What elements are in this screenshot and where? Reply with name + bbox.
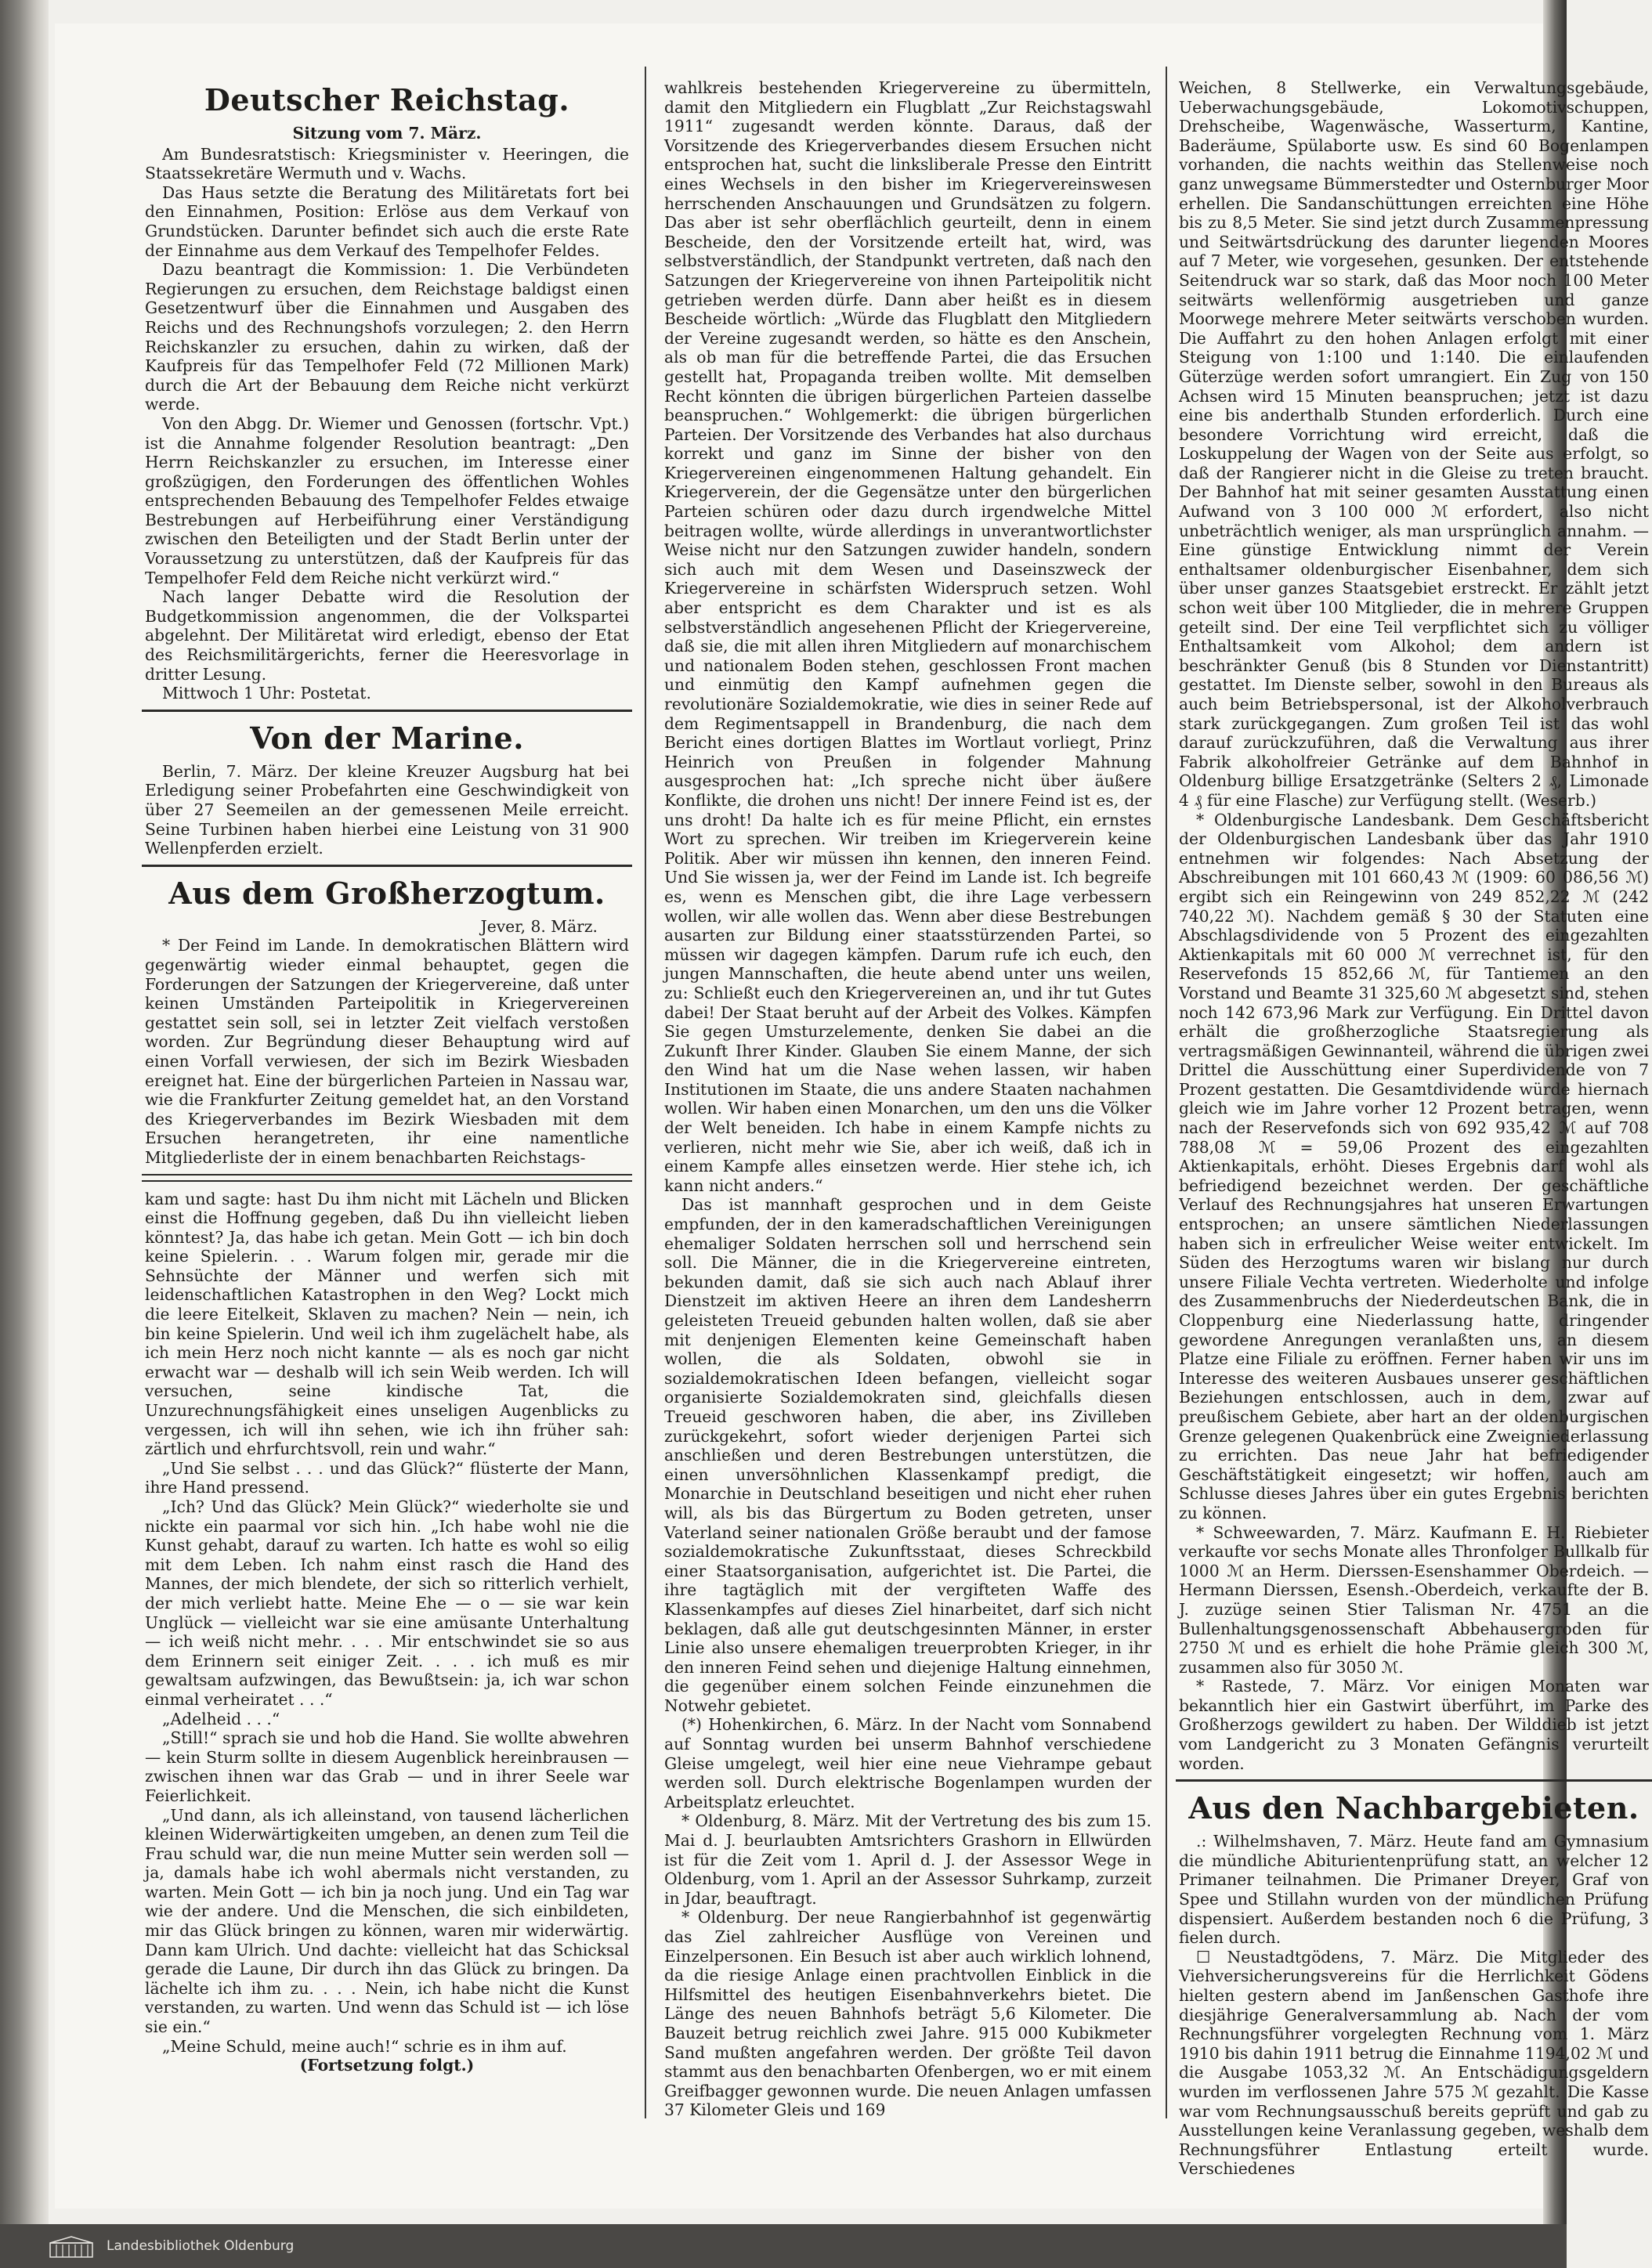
section-divider: [142, 865, 632, 867]
novel-paragraph: „Ich? Und das Glück? Mein Glück?“ wiederholte sie und nickte ein paarmal vor sich hin. „Ich habe wohl nie die Kunst gehabt, darauf zu warten. Ich hatte es wohl so eilig mit dem Leben. Ich nahm einst rasch die Hand des Mannes, der mich blendete, der sich so ritterlich verhielt, der mich verliebt hatte. Meine Ehe — o — sie war kein Unglück — vielleicht war sie eine amüsante Unterhaltung — ich weiß nicht mehr. . . . Mir entschwindet sie so aus dem Erinnern seit einiger Zeit. . . . ich muß es mir gewaltsam aufzwingen, das Bewußtsein: ja, ich war schon einmal verheiratet . . .“: [145, 1497, 629, 1709]
column-rule: [1166, 67, 1167, 2118]
news-item-wilhelmshaven: .: Wilhelmshaven, 7. März. Heute fand am Gymnasium die mündliche Abiturientenprüfung statt, an welcher 12 Primaner teilnahmen. Die Primaner Dreyer, Graf von Spee und Stillahn wurden von der mündlichen Prüfung dispensiert. Außerdem bestanden noch 6 die Prüfung, 3 fielen durch.: [1179, 1832, 1649, 1948]
scan-edge-left: [0, 0, 49, 2224]
novel-paragraph: „Meine Schuld, meine auch!“ schrie es in ihm auf.: [162, 2036, 567, 2056]
news-item-neustadtgoedens: ☐ Neustadtgödens, 7. März. Die Mitglieder des Viehversicherungsvereins für die Herrlichkeit Gödens hielten gestern abend im Janßenschen Gasthofe ihre diesjährige Generalversammlung ab. Nach der vom Rechnungsführer vorgelegten Rechnung vom 1. März 1910 bis dahin 1911 betrug die Einnahme 1194,02 ℳ und die Ausgabe 1053,32 ℳ. An Entschädigungsgeldern wurden im verflossenen Jahre 575 ℳ gezahlt. Die Kasse war vom Rechnungsausschuß bereits geprüft und gab zu Ausstellungen keine Veranlassung gegeben, weshalb dem Rechnungsführer Entlastung erteilt wurde. Verschiedenes: [1179, 1947, 1649, 2179]
article-paragraph: Von den Abgg. Dr. Wiemer und Genossen (fortschr. Vpt.) ist die Annahme folgender Resolution beantragt: „Den Herrn Reichskanzler zu ersuchen, im Interesse einer großzügigen, den Forderungen des öffentlichen Wohles entsprechenden Bebauung des Tempelhofer Feldes etwaige Bestrebungen auf Herbeiführung einer Verständigung zwischen den Beteiligten und der Stadt Berlin unter der Voraussetzung zu unterstützen, daß der Kaufpreis für das Tempelhofer Feld dem Reiche nicht verkürzt wird.“: [145, 414, 629, 587]
news-item-schweewarden: * Schweewarden, 7. März. Kaufmann E. H. Riebieter verkaufte vor sechs Monate alles Thronfolger Bullkalb für 1000 ℳ an Herm. Dierssen-Esenshammer Oberdeich. — Hermann Dierssen, Esensh.-Oberdeich, verkaufte der B. J. zuzüge seinen Stier Talisman Nr. 4751 an die Bullenhaltungsgenossenschaft Abbehausergroden für 2750 ℳ und es erhielt die hohe Prämie gleich 300 ℳ, zusammen also für 3050 ℳ.: [1179, 1522, 1649, 1677]
article-paragraph: Berlin, 7. März. Der kleine Kreuzer Augsburg hat bei Erledigung seiner Probefahrten eine Geschwindigkeit von über 27 Seemeilen an der gemessenen Meile erreicht. Seine Turbinen haben hierbei eine Leistung von 31 900 Wellenpferden erzielt.: [145, 761, 629, 858]
continuation-note: (Fortsetzung folgt.): [299, 2056, 475, 2075]
column-rule: [645, 67, 646, 2118]
column-2: [664, 78, 1151, 2185]
novel-paragraph: kam und sagte: hast Du ihm nicht mit Lächeln und Blicken einst die Hoffnung gegeben, daß Du ihn vielleicht lieben könntest? Ja, das habe ich getan. Mein Gott — ich bin doch keine Spielerin. . . Warum folgen mir, gerade mir die Sehnsüchte der Männer und werfen sich mit leidenschaftlichen Katastrophen in den Weg? Lockt mich die leere Eitelkeit, Sklaven zu machen? Nein — nein, ich bin keine Spielerin. Und weil ich ihm zugelächelt habe, als ich mein Herz noch nicht kannte — als es noch gar nicht erwacht war — deshalb will ich sein Weib werden. Ich will versuchen, seine kindische Tat, die Unzurechnungsfähigkeit eines unseligen Augenblicks zu vergessen, ich will ihn sehen, wie ich ihn früher sah: zärtlich und ehrfurchtsvoll, rein und wahr.“: [145, 1189, 629, 1459]
article-paragraph: wahlkreis bestehenden Kriegervereine zu übermitteln, damit den Mitgliedern ein Flugblatt „Zur Reichstagswahl 1911“ zugesandt werden könnte. Daraus, daß der Vorsitzende des Kriegerverbandes diesem Ersuchen nicht entsprochen hat, sucht die linksliberale Presse den Eintritt eines Wechsels in den bisher im Kriegervereinswesen herrschenden Anschauungen und Grundsätzen zu folgern. Das aber ist sehr oberflächlich geurteilt, denn in einem Bescheide, den der Vorsitzende erteilt hat, wird, was selbstverständlich, der Standpunkt vertreten, daß nach den Satzungen der Kriegervereine von ihnen Parteipolitik nicht getrieben werden dürfe. Dann aber heißt es in diesem Bescheide wörtlich: „Würde das Flugblatt den Mitgliedern der Vereine zugesandt werden, so hätte es den Anschein, als ob man für die betreffende Partei, die das Ersuchen gestellt hat, Propaganda treiben wollte. Mit demselben Recht könnten die übrigen bürgerlichen Parteien dasselbe beanspruchen.“ Wohlgemerkt: die übrigen bürgerlichen Parteien. Der Vorsitzende des Verbandes hat also durchaus korrekt und ganz im Sinne der bisher von den Kriegervereinen eingenommenen Haltung gehandelt. Ein Kriegerverein, der die Gegensätze unter den bürgerlichen Parteien schüren oder dazu durch irgendwelche Mittel beitragen wollte, würde allerdings in unverantwortlichster Weise nicht nur den Satzungen zuwider handeln, sondern sich auch mit dem Wesen und Daseinszweck der Kriegervereine in schärfsten Widerspruch setzen. Wohl aber entspricht es dem Charakter und ist es als selbstverständlich angesehenen Pflicht der Kriegervereine, daß sie, die mit allen ihren Mitgliedern auf monarchischem und nationalem Boden stehen, geschlossen Front machen und einmütig den Kampf aufnehmen gegen die revolutionäre Sozialdemokratie, wie dies in seiner Rede auf dem Regimentsappell in Brandenburg, die nach dem Bericht eines dortigen Blattes im Wortlaut vorliegt, Prinz Heinrich von Preußen in folgender Mahnung ausgesprochen hat: „Ich spreche nicht über äußere Konflikte, die drohen uns nicht! Der innere Feind ist es, der uns droht! Da halte ich es für meine Pflicht, ein ernstes Wort zu sprechen. Wir treiben im Kriegerverein keine Politik. Aber wir müssen ihn kennen, den inneren Feind. Und Sie wissen ja, wer der Feind im Lande ist. Ich begreife es, wenn es Menschen gibt, die ihre Lage verbessern wollen, wir alle wollen das. Wenn aber diese Bestrebungen ausarten zur Bildung einer staatsstürzenden Partei, so müssen wir dagegen kämpfen. Darum rufe ich euch, den jungen Mannschaften, die heute abend unter uns weilen, zu: Schließt euch den Kriegervereinen an, und ihr tut Gutes dabei! Der Staat beruht auf der Arbeit des Volkes. Kämpfen Sie gegen Umsturzelemente, denken Sie dabei an die Zukunft Ihrer Kinder. Glauben Sie einem Manne, der sich den Wind hat um die Nase wehen lassen, wir haben Institutionen im Staate, die uns andere Staaten nachahmen wollen. Wir haben einen Monarchen, um den uns die Völker der Welt beneiden. Ich habe in einem Kampfe nichts zu verlieren, nicht mehr wie Sie, aber ich weiß, daß ich in einem Kampfe alles einsetzen werde. Hier stehe ich, ich kann nicht anders.“: [664, 78, 1151, 1195]
article-paragraph: Weichen, 8 Stellwerke, ein Verwaltungsgebäude, Ueberwachungsgebäude, Lokomotivschuppen, Drehscheibe, Wagenwäsche, Wasserturm, Kantine, Baderäume, Spülaborte usw. Es sind 60 Bogenlampen vorhanden, die nachts weithin das Stellenweise noch ganz unwegsame Bümmerstedter und Osternburger Moor erhellen. Die Sandanschüttungen erreichten eine Höhe bis zu 8,5 Meter. Sie sind jetzt durch Zusammenpressung und Seitwärtsdrückung des darunter liegenden Moores auf 7 Meter, wie vorgesehen, gesunken. Der entstehende Seitendruck war so stark, daß das Moor noch 100 Meter seitwärts wellenförmig ausgetrieben und ganze Moorwege mehrere Meter seitwärts verschoben wurden. Die Auffahrt zu den hohen Anlagen erfolgt mit einer Steigung von 1:100 und 1:140. Die einlaufenden Güterzüge werden sofort umrangiert. Ein Zug von 150 Achsen wird 15 Minuten beanspruchen; jetzt ist dazu eine bis anderthalb Stunden erforderlich. Durch eine besondere Vorrichtung wird erreicht, daß die Loskuppelung der Wagen von der Seite aus erfolgt, so daß der Rangierer nicht in die Gleise zu treten braucht. Der Bahnhof hat mit seiner gesamten Ausstattung einen Aufwand von 3 100 000 ℳ erfordert, also nicht unbeträchtlich weniger, als man ursprünglich annahm. — Eine günstige Entwicklung nimmt der Verein enthaltsamer oldenburgischer Eisenbahner, dem sich über unser ganzes Staatsgebiet erstreckt. Er zählt jetzt schon weit über 100 Mitglieder, die in mehrere Gruppen geteilt sind. Der eine Teil verpflichtet sich zu völliger Enthaltsamkeit vom Alkohol; dem andern ist beschränkter Genuß (bis 8 Stunden vor Dienstantritt) gestattet. Im Dienste selber, sowohl in den Bureaus als auch beim Betriebspersonal, ist der Alkoholverbrauch stark zurückgegangen. Zum großen Teil ist das wohl darauf zurückzuführen, daß die Verwaltung aus ihrer Fabrik alkoholfreier Getränke auf dem Bahnhof in Oldenburg billige Ersatzgetränke (Selters 2 ₰, Limonade 4 ₰ für eine Flasche) zur Verfügung stellt. (Weserb.): [1179, 78, 1649, 810]
newspaper-page: [55, 23, 1649, 2208]
news-item-oldenburg: * Oldenburg, 8. März. Mit der Vertretung des bis zum 15. Mai d. J. beurlaubten Amtsrichters Grashorn in Ellwürden ist für die Zeit vom 1. April d. J. der Assessor Wege in Oldenburg, vom 1. April an der Assessor Suhrkamp, zurzeit in Jdar, beauftragt.: [664, 1811, 1151, 1908]
headline-reichstag: Deutscher Reichstag.: [204, 82, 570, 117]
article-paragraph: Dazu beantragt die Kommission: 1. Die Verbündeten Regierungen zu ersuchen, dem Reichstage baldigst einen Gesetzentwurf über die Einnahmen und Ausgaben des Reichs und des Rechnungshofs vorzulegen; 2. den Herrn Reichskanzler zu ersuchen, dahin zu wirken, daß der Kaufpreis für das Tempelhofer Feld (72 Millionen Mark) durch die Art der Bebauung dem Reiche nicht verkürzt werde.: [145, 260, 629, 414]
news-item-landesbank: * Oldenburgische Landesbank. Dem Geschäftsbericht der Oldenburgischen Landesbank über das Jahr 1910 entnehmen wir folgendes: Nach Absetzung der Abschreibungen mit 101 660,43 ℳ (1909: 60 086,56 ℳ) ergibt sich ein Reingewinn von 249 852,22 ℳ (242 740,22 ℳ). Nachdem gemäß § 30 der Statuten eine Abschlagsdividende von 5 Prozent des eingezahlten Aktienkapitals mit 60 000 ℳ verrechnet ist, für den Reservefonds 15 852,66 ℳ, für Tantiemen an den Vorstand und Beamte 31 325,60 ℳ abgesetzt sind, stehen noch 142 673,96 Mark zur Verfügung. Ein Drittel davon erhält die großherzogliche Staatsregierung als vertragsmäßigen Gewinnanteil, während die übrigen zwei Drittel die Ausschüttung einer Superdividende von 7 Prozent gestatten. Die Gesamtdividende würde hiernach gleich wie im Jahre vorher 12 Prozent betragen, wenn nach der Reservefonds sich von 692 935,42 ℳ auf 708 788,08 ℳ = 59,06 Prozent des eingezahlten Aktienkapitals, erhöht. Dieses Ergebnis darf wohl als befriedigend bezeichnet werden. Der geschäftliche Verlauf des Rechnungsjahres hat unseren Erwartungen entsprochen; an unsere sämtlichen Niederlassungen haben sich in erfreulicher Weise weiter entwickelt. Im Süden des Herzogtums waren wir bislang nur durch unsere Filiale Vechta vertreten. Wiederholte und infolge des Zusammenbruchs der Niederdeutschen Bank, die in Cloppenburg eine Niederlassung hatte, dringender gewordene Anregungen veranlaßten uns, an diesem Platze eine Filiale zu eröffnen. Ferner haben wir uns im Interesse des weiteren Ausbaues unserer geschäftlichen Beziehungen entschlossen, auch in dem, zwar auf preußischem Gebiete, aber hart an der oldenburgischen Grenze gelegenen Quakenbrück eine Zweigniederlassung zu errichten. Das neue Jahr hat befriedigender Geschäftstätigkeit eingesetzt; wir hoffen, auch am Schlusse dieses Jahres über ein gutes Ergebnis berichten zu können.: [1179, 810, 1649, 1522]
section-divider: [142, 710, 632, 712]
library-footer: [0, 2224, 1567, 2268]
article-paragraph: Mittwoch 1 Uhr: Postetat.: [162, 684, 371, 703]
dateline: Jever, 8. März.: [480, 916, 598, 936]
headline-marine: Von der Marine.: [250, 720, 524, 756]
session-subhead: Sitzung vom 7. März.: [292, 124, 482, 143]
article-paragraph: Nach langer Debatte wird die Resolution der Budgetkommission angenommen, die der Volkspartei abgelehnt. Der Militäretat wird erledigt, ebenso der Etat des Reichsmilitärgerichts, ferner die Heeresvorlage in dritter Lesung.: [145, 587, 629, 684]
column-3: [1179, 78, 1649, 2185]
news-item-hohenkirchen: (*) Hohenkirchen, 6. März. In der Nacht vom Sonnabend auf Sonntag wurden bei unserm Bahnhof verschiedene Gleise umgelegt, weil hier eine neue Viehrampe gebaut werden soll. Durch elektrische Bogenlampen wurden der Arbeitsplatz erleuchtet.: [664, 1715, 1151, 1811]
article-paragraph: Am Bundesratstisch: Kriegsminister v. Heeringen, die Staatssekretäre Wermuth und v. Wachs.: [145, 144, 629, 183]
novel-paragraph: „Adelheid . . .“: [162, 1709, 280, 1728]
novel-paragraph: „Und dann, als ich alleinstand, von tausend lächerlichen kleinen Widerwärtigkeiten umgeben, an denen zum Teil die Frau schuld war, die nun meine Mutter sein werden soll — ja, damals habe ich wohl abermals nicht verstanden, zu warten. Mein Gott — ich bin ja noch jung. Und ein Tag war wie der andere. Und die Menschen, die sich einbildeten, mir das Glück bringen zu können, waren mir widerwärtig. Dann kam Ulrich. Und dachte: vielleicht hat das Schicksal gerade die Laune, Dir durch ihn das Glück zu bringen. Da lächelte ich ihm zu. . . . Nein, ich habe nicht die Kunst verstanden, zu warten. Und wenn das Schuld ist — ich löse sie ein.“: [145, 1805, 629, 2037]
novel-paragraph: „Und Sie selbst . . . und das Glück?“ flüsterte der Mann, ihre Hand pressend.: [145, 1458, 629, 1497]
news-item-rastede: * Rastede, 7. März. Vor einigen Monaten war bekanntlich hier ein Gastwirt überführt, im Parke des Großherzogs gewildert zu haben. Der Wilddieb ist jetzt vom Landgericht zu 3 Monaten Gefängnis verurteilt worden.: [1179, 1677, 1649, 1773]
novel-paragraph: „Still!“ sprach sie und hob die Hand. Sie wollte abwehren — kein Sturm sollte in diesem Augenblick hereinbrausen — zwischen ihnen war das Grab — und in ihrer Seele war Feierlichkeit.: [145, 1728, 629, 1805]
library-building-icon: [49, 2235, 94, 2259]
article-paragraph: Das Haus setzte die Beratung des Militäretats fort bei den Einnahmen, Position: Erlöse aus dem Verkauf von Grundstücken. Darunter befindet sich auch die erste Rate der Einnahme aus dem Verkauf des Tempelhofer Feldes.: [145, 182, 629, 260]
news-item-rangierbahnhof: * Oldenburg. Der neue Rangierbahnhof ist gegenwärtig das Ziel zahlreicher Ausflüge von Vereinen und Einzelpersonen. Ein Besuch ist aber auch wirklich lohnend, da die riesige Anlage einen prachtvollen Einblick in die Hilfsmittel des heutigen Eisenbahnverkehrs bietet. Die Länge des neuen Bahnhofs beträgt 5,6 Kilometer. Die Bauzeit betrug reichlich zwei Jahre. 915 000 Kubikmeter Sand mußten angefahren werden. Der größte Teil davon stammt aus den benachbarten Ofenbergen, wo er mit einem Greifbagger gewonnen wurde. Die neuen Anlagen umfassen 37 Kilometer Gleis und 169: [664, 1908, 1151, 2120]
section-divider: [1176, 1779, 1652, 1782]
article-paragraph: * Der Feind im Lande. In demokratischen Blättern wird gegenwärtig wieder einmal behauptet, gegen die Forderungen der Satzungen der Kriegervereine, daß unter keinen Umständen Parteipolitik in Kriegervereinen gestattet sein soll, sei in letzter Zeit vielfach verstoßen worden. Zur Begründung dieser Behauptung wird auf einen Vorfall verwiesen, der sich im Bezirk Wiesbaden ereignet hat. Eine der bürgerlichen Parteien in Nassau war, wie die Frankfurter Zeitung gemeldet hat, an den Vorstand des Kriegerverbandes im Bezirk Wiesbaden mit dem Ersuchen herangetreten, ihr eine namentliche Mitgliederliste der in einem benachbarten Reichstags-: [145, 936, 629, 1167]
library-name: Landesbibliothek Oldenburg: [107, 2238, 295, 2254]
article-paragraph: Das ist mannhaft gesprochen und in dem Geiste empfunden, der in den kameradschaftlichen Vereinigungen ehemaliger Soldaten herrschen soll und herrschend sein soll. Die Männer, die in die Kriegervereine eintreten, bekunden damit, daß sie sich auch nach Ablauf ihrer Dienstzeit im aktiven Heere an ihren dem Landesherrn geleisteten Treueid gebunden halten wollen, daß sie aber mit denjenigen Elementen keine Gemeinschaft haben wollen, die als Soldaten, obwohl sie in sozialdemokratischen Ideen befangen, vielleicht sogar organisierte Sozialdemokraten sind, gleichfalls diesen Treueid geschworen haben, die aber, ins Zivilleben zurückgekehrt, sofort wieder derjenigen Partei sich anschließen und deren Bestrebungen unterstützen, die einen unversöhnlichen Klassenkampf predigt, die Monarchie in Deutschland beseitigen und nicht eher ruhen will, als bis das Bürgertum zu Boden getreten, unser Vaterland seiner nationalen Größe beraubt und der famose sozialdemokratische Zukunftsstaat, dieses Schreckbild einer Staatsorganisation, aufgerichtet ist. Die Partei, die ihre tagtäglich mit der vergifteten Waffe des Klassenkampfes auf dieses Ziel hinarbeitet, darf sich nicht beklagen, daß alle gut deutschgesinnten Männer, in erster Linie also unsere ehemaligen treuerprobten Krieger, in ihr den inneren Feind sehen und diejenige Haltung einnehmen, die gegenüber einem solchen Feinde einzunehmen die Notwehr gebietet.: [664, 1195, 1151, 1715]
column-1: [145, 78, 629, 2185]
feuilleton-divider: [142, 1174, 632, 1182]
headline-nachbargebiete: Aus den Nachbargebieten.: [1188, 1790, 1639, 1826]
headline-grossherzogtum: Aus dem Großherzogtum.: [168, 875, 605, 911]
